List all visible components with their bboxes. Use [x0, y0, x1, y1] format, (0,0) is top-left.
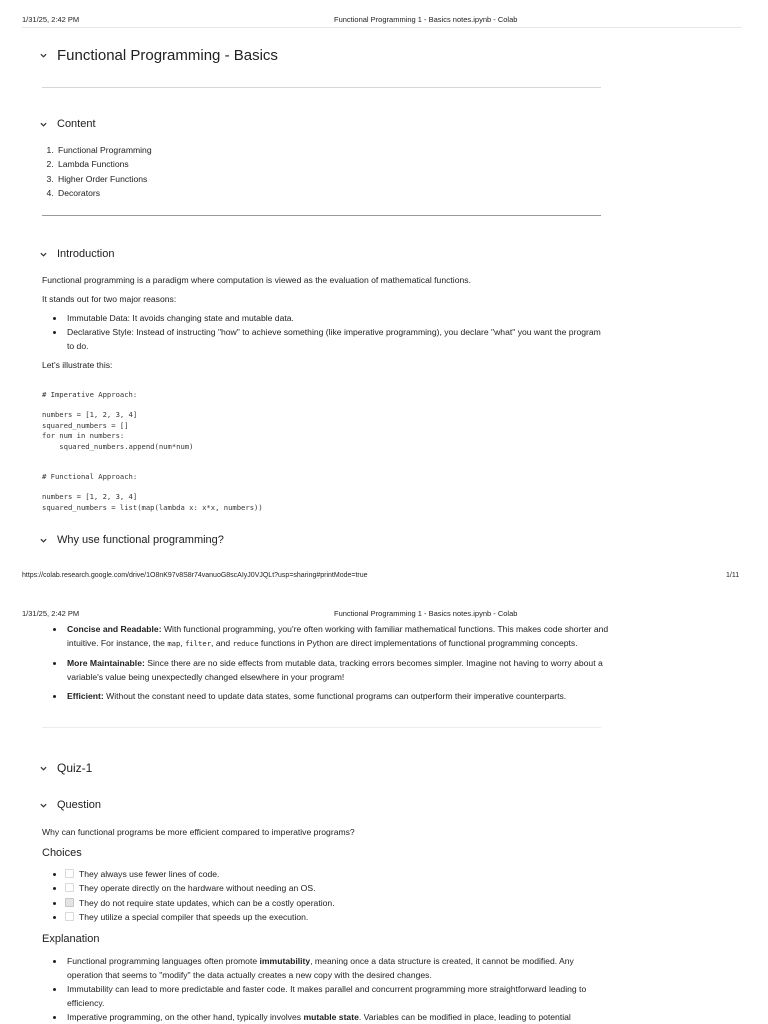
list-item: • Immutable Data: It avoids changing state and mutable data. [65, 311, 610, 325]
list-item: • Immutability can lead to more predictable and faster code. It makes parallel and concurrent programming more straightforward leading to efficiency. [65, 982, 610, 1010]
benefits-list [52, 622, 610, 703]
intro-bullets [52, 311, 610, 353]
header-title: Functional Programming 1 - Basics notes.ipynb - Colab [334, 609, 518, 618]
benefit-title: Concise and Readable: [67, 624, 162, 634]
footer-page-number: 1/11 [726, 572, 740, 579]
header-title: Functional Programming 1 - Basics notes.ipynb - Colab [334, 15, 518, 24]
inline-code: reduce [232, 639, 259, 648]
list-item: • Imperative programming, on the other hand, typically involves mutable state. Variables can be modified in place, leading to potential [65, 1010, 610, 1024]
question-text: Why can functional programs be more efficient compared to imperative programs? [42, 827, 355, 837]
toc-item: 3. Higher Order Functions [56, 172, 152, 186]
divider [42, 215, 601, 216]
introduction-heading: Introduction [57, 248, 115, 260]
list-item: • Functional programming languages often promote immutability, meaning once a data structure is created, it cannot be modified. Any operation that seems to "modify" the data actually creates a new copy with the desired changes. [65, 954, 610, 982]
explanation-list [52, 954, 610, 1024]
choice-item[interactable]: • They operate directly on the hardware without needing an OS. [65, 881, 610, 895]
inline-code: map [167, 639, 181, 648]
list-item: • Concise and Readable: With functional programming, you're often working with familiar mathematical functions. This makes code shorter and intuitive. For instance, the map, filter, and reduce functions in Python are direct implementations of functional programming concepts. [65, 622, 610, 651]
quiz-heading: Quiz-1 [57, 761, 93, 775]
section-question[interactable] [40, 799, 101, 811]
intro-paragraph: It stands out for two major reasons: [42, 294, 177, 304]
header-datetime: 1/31/25, 2:42 PM [22, 609, 80, 618]
intro-paragraph: Functional programming is a paradigm where computation is viewed as the evaluation of mathematical functions. [42, 275, 471, 285]
section-content[interactable] [40, 118, 96, 130]
chevron-down-icon[interactable] [40, 251, 47, 258]
checkbox-icon[interactable] [65, 912, 74, 921]
explanation-heading: Explanation [42, 933, 100, 945]
section-quiz[interactable] [40, 761, 92, 775]
header-datetime: 1/31/25, 2:42 PM [22, 15, 80, 24]
choice-item[interactable]: • They do not require state updates, which can be a costly operation. [65, 896, 610, 910]
code-comment: # Functional Approach: [42, 472, 138, 481]
section-notebook-title[interactable] [40, 47, 278, 64]
toc-item: 2. Lambda Functions [56, 157, 152, 171]
choice-item[interactable]: • They utilize a special compiler that speeds up the execution. [65, 910, 610, 924]
header-divider [22, 27, 742, 28]
divider [42, 87, 601, 88]
choice-item[interactable]: • They always use fewer lines of code. [65, 867, 610, 881]
question-heading: Question [57, 799, 102, 811]
chevron-down-icon[interactable] [40, 765, 47, 772]
intro-paragraph: Let's illustrate this: [42, 360, 113, 370]
notebook-title: Functional Programming - Basics [57, 47, 278, 64]
code-comment: # Imperative Approach: [42, 390, 138, 399]
section-why-functional[interactable] [40, 534, 224, 546]
inline-code: filter [185, 639, 212, 648]
checkbox-icon[interactable] [65, 869, 74, 878]
checkbox-icon[interactable] [65, 883, 74, 892]
toc-item: 1. Functional Programming [56, 143, 152, 157]
list-item: • Efficient: Without the constant need to update data states, some functional programs can outperform their imperative counterparts. [65, 689, 610, 703]
choices-heading: Choices [42, 847, 82, 859]
footer-url: https://colab.research.google.com/drive/1O8nK97v8S8r74vanuoG8scAIyJ0VJQLt?usp=sharing#printMode=true [22, 572, 368, 579]
choices-list [52, 867, 610, 924]
code-block-functional: numbers = [1, 2, 3, 4] squared_numbers = list(map(lambda x: x*x, numbers)) [42, 492, 263, 512]
chevron-down-icon[interactable] [40, 802, 47, 809]
list-item: • More Maintainable: Since there are no side effects from mutable data, tracking errors becomes simpler. Imagine not having to worry about a variable's value being unexpectedly changed elsewhere in your program! [65, 656, 610, 684]
divider [42, 727, 601, 728]
benefit-title: Efficient: [67, 691, 104, 701]
checkbox-icon[interactable] [65, 898, 74, 907]
chevron-down-icon[interactable] [40, 121, 47, 128]
list-item: • Declarative Style: Instead of instructing "how" to achieve something (like imperative programming), you declare "what" you want the program to do. [65, 325, 610, 353]
why-heading: Why use functional programming? [57, 534, 224, 546]
section-introduction[interactable] [40, 248, 114, 260]
code-block-imperative: numbers = [1, 2, 3, 4] squared_numbers = [] for num in numbers: squared_numbers.append(num*num) [42, 410, 194, 452]
chevron-down-icon[interactable] [40, 537, 47, 544]
table-of-contents [42, 143, 152, 200]
benefit-title: More Maintainable: [67, 658, 145, 668]
toc-item: 4. Decorators [56, 186, 152, 200]
chevron-down-icon[interactable] [40, 52, 47, 59]
content-heading: Content [57, 118, 96, 130]
